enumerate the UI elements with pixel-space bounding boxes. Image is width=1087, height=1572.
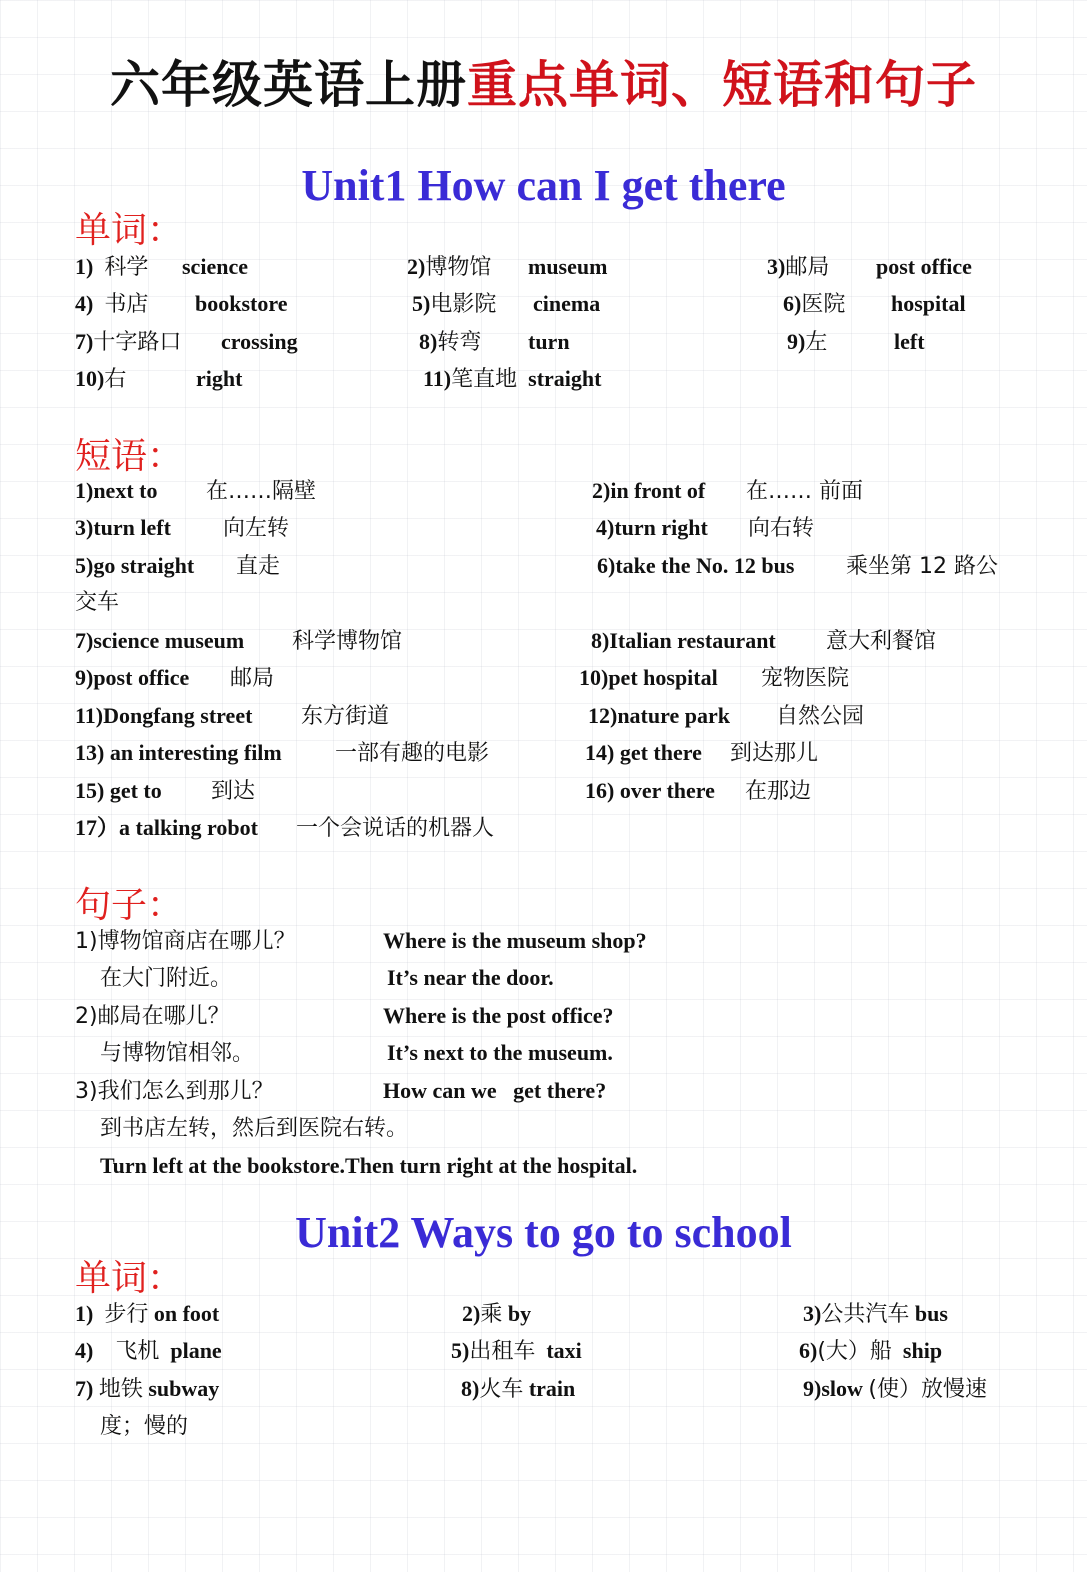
word-item: 6)医院 <box>783 291 846 317</box>
phrase-cn: 在……隔壁 <box>206 479 317 504</box>
phrase-en: 12)nature park <box>588 703 730 728</box>
sentence-question-cn: 1)博物馆商店在哪儿？ <box>75 929 296 954</box>
word-item: 8)火车 train <box>461 1376 576 1402</box>
unit1-words-heading: 单词： <box>75 210 184 251</box>
word-en: hospital <box>891 291 966 316</box>
phrase-cn: 直走 <box>236 554 281 579</box>
word-en: science <box>182 254 248 279</box>
word-en: crossing <box>221 329 298 354</box>
unit1-phrases-heading: 短语： <box>75 436 184 477</box>
word-item: 6)(大）船 ship <box>799 1338 943 1364</box>
word-item: 7) 地铁 subway <box>75 1376 220 1402</box>
word-item: 1) 科学 <box>75 254 149 280</box>
phrase-en: 15) get to <box>75 778 162 803</box>
phrase-en: 16) over there <box>585 778 715 803</box>
phrase-en: 11)Dongfang street <box>75 703 253 728</box>
word-item: 7)十字路口 <box>75 329 182 355</box>
phrase-en: 3)turn left <box>75 515 171 540</box>
phrase-en: 7)science museum <box>75 628 245 653</box>
word-item: 3)邮局 <box>767 254 830 280</box>
phrase-en: 10)pet hospital <box>579 665 718 690</box>
phrase-cn: 一部有趣的电影 <box>335 741 490 766</box>
phrase-cn: 乘坐第 12 路公 <box>846 554 998 579</box>
phrase-cn: 到达那儿 <box>730 741 819 766</box>
word-item: 1) 步行 on foot <box>75 1301 220 1327</box>
phrase-cn: 在那边 <box>745 779 812 804</box>
word-en: post office <box>876 254 972 279</box>
word-item: 4) 飞机 plane <box>75 1338 222 1364</box>
phrase-cn: 向左转 <box>223 516 290 541</box>
sentence-answer-cn: 到书店左转，然后到医院右转。 <box>100 1116 409 1141</box>
phrase-en: 2)in front of <box>592 478 706 503</box>
phrase-cn: 科学博物馆 <box>292 629 403 654</box>
phrase-en: 1)next to <box>75 478 158 503</box>
phrase-cn: 向右转 <box>748 516 815 541</box>
word-item: 8)转弯 <box>419 329 482 355</box>
phrase-cn: 意大利餐馆 <box>826 629 937 654</box>
word-item: 4) 书店 <box>75 291 149 317</box>
sentence-answer-cn: 在大门附近。 <box>100 966 233 991</box>
word-item: 5)出租车 taxi <box>451 1338 582 1364</box>
word-item: 5)电影院 <box>412 291 497 317</box>
phrase-cn: 宠物医院 <box>761 666 850 691</box>
word-en: right <box>196 366 243 391</box>
word-item: 10)右 <box>75 366 127 392</box>
unit1-sentences-heading: 句子： <box>75 885 184 926</box>
word-en: bookstore <box>195 291 288 316</box>
phrase-cn: 一个会说话的机器人 <box>296 816 495 841</box>
word-en: cinema <box>533 291 601 316</box>
phrase-en: 13) an interesting film <box>75 740 282 765</box>
word-item: 9)slow (使）放慢速 <box>803 1376 987 1402</box>
phrase-cn: 东方街道 <box>301 704 390 729</box>
phrase-cn-wrap: 交车 <box>75 590 120 615</box>
phrase-en: 14) get there <box>585 740 702 765</box>
word-item: 11)笔直地 straight <box>423 366 602 392</box>
phrase-en: 4)turn right <box>596 515 708 540</box>
unit1-title: Unit1 How can I get there <box>301 161 786 210</box>
phrase-cn: 自然公园 <box>776 704 865 729</box>
sentence-answer-en: It’s near the door. <box>387 965 554 990</box>
word-en: turn <box>528 329 570 354</box>
unit2-title: Unit2 Ways to go to school <box>295 1208 792 1257</box>
sentence-question-cn: 3)我们怎么到那儿？ <box>75 1079 274 1104</box>
phrase-cn: 到达 <box>211 779 256 804</box>
page-title: 六年级英语上册重点单词、短语和句子 <box>110 56 977 114</box>
sentence-answer-en: Turn left at the bookstore.Then turn right at the hospital. <box>100 1153 638 1178</box>
word-item: 2)博物馆 <box>407 254 492 280</box>
phrase-en: 17）a talking robot <box>75 815 258 840</box>
phrase-en: 6)take the No. 12 bus <box>597 553 795 578</box>
sentence-question-en: Where is the post office? <box>383 1003 614 1028</box>
word-item: 2)乘 by <box>462 1301 532 1327</box>
sentence-answer-en: It’s next to the museum. <box>387 1040 613 1065</box>
phrase-en: 8)Italian restaurant <box>591 628 776 653</box>
sentence-question-en: Where is the museum shop? <box>383 928 647 953</box>
word-cn-wrap: 度；慢的 <box>100 1414 189 1439</box>
word-item: 9)左 <box>787 329 828 355</box>
sentence-question-en: How can we get there? <box>383 1078 607 1103</box>
phrase-en: 5)go straight <box>75 553 195 578</box>
phrase-cn: 在…… 前面 <box>746 479 863 504</box>
sentence-question-cn: 2)邮局在哪儿？ <box>75 1004 230 1029</box>
word-en: museum <box>528 254 608 279</box>
unit2-words-heading: 单词： <box>75 1258 184 1299</box>
phrase-cn: 邮局 <box>230 666 275 691</box>
word-item: 3)公共汽车 bus <box>803 1301 948 1327</box>
phrase-en: 9)post office <box>75 665 190 690</box>
sentence-answer-cn: 与博物馆相邻。 <box>100 1041 255 1066</box>
word-en: left <box>894 329 925 354</box>
